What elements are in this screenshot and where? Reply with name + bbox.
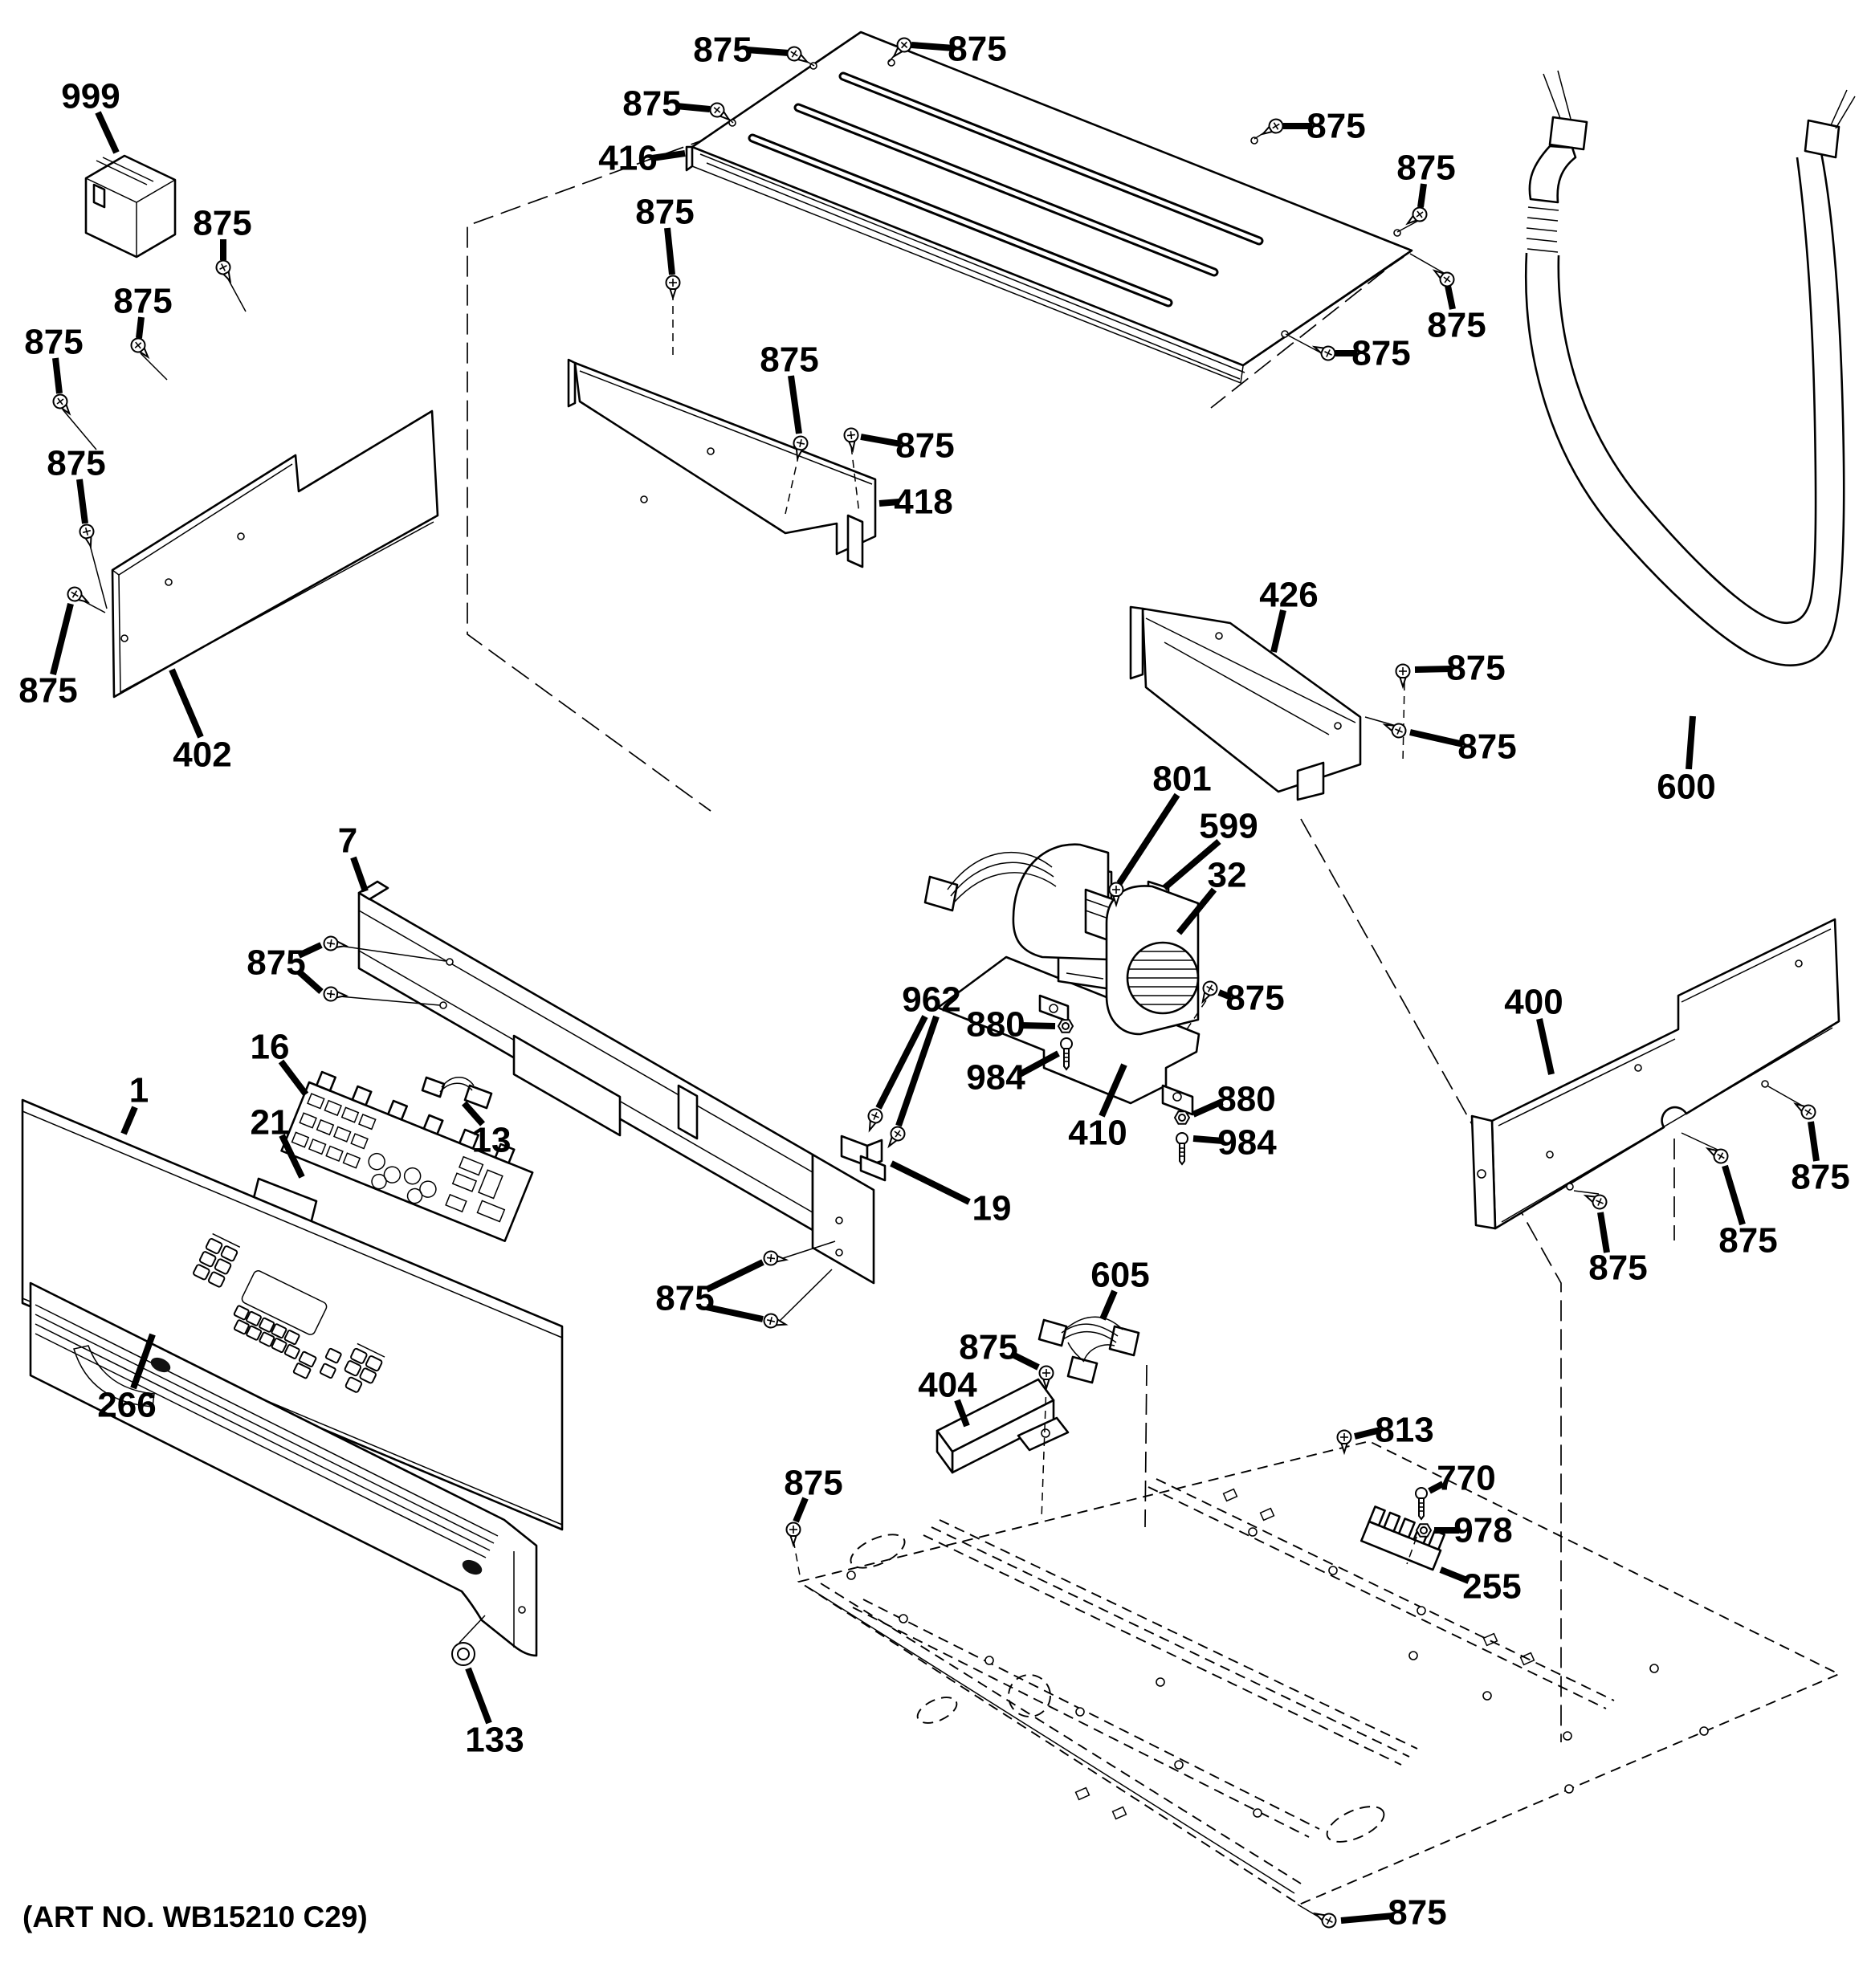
screw-icon [214,259,237,284]
callout-880-29: 880 [1217,1079,1276,1119]
drain-hose-600 [1526,71,1855,666]
leader-line [1600,1212,1607,1253]
callout-16-37: 16 [250,1027,290,1067]
callout-875-1: 875 [948,29,1007,69]
switch-19 [842,1136,885,1180]
callout-875-10: 875 [193,203,252,243]
callout-978-53: 978 [1453,1510,1513,1550]
screw-icon [764,1251,787,1267]
leader-line [124,1107,135,1134]
callout-133-42: 133 [465,1720,524,1760]
callout-875-28: 875 [1225,978,1285,1018]
callout-875-50: 875 [784,1463,843,1503]
leader-line [459,1615,485,1643]
rear-panel-402 [112,411,438,697]
leader-line [141,353,167,380]
wire-harness-605 [1039,1317,1139,1383]
screw-icon [79,523,98,548]
screw-icon [1431,265,1457,289]
leader-line [1574,1191,1599,1194]
callout-19-33: 19 [972,1188,1012,1228]
screw-icon [1311,340,1337,362]
leader-line [1768,1086,1804,1106]
leader-line [1103,1291,1115,1319]
leader-line [1410,732,1463,744]
callout-875-12: 875 [24,322,84,362]
callout-999-9: 999 [61,76,120,116]
top-panel-416 [687,29,1412,383]
screw-icon [1312,1908,1338,1930]
leader-line [747,50,789,53]
art-number: (ART NO. WB15210 C29) [22,1900,368,1933]
leader-line [1689,716,1693,769]
callout-21-38: 21 [250,1102,290,1143]
leader-line [1682,1133,1718,1150]
terminal-block-255 [1361,1506,1446,1570]
callout-875-5: 875 [1396,148,1456,188]
leader-line [778,1269,832,1322]
callout-266-41: 266 [97,1385,157,1425]
callout-599-24: 599 [1199,806,1258,846]
screw-icon [863,1107,884,1133]
callout-880-26: 880 [966,1004,1025,1045]
base-holes [847,1528,1708,1817]
callout-32-25: 32 [1207,855,1247,895]
callout-875-2: 875 [622,84,682,124]
leader-line [1274,610,1283,652]
screw-icon [1404,205,1429,229]
callout-402-15: 402 [173,735,232,775]
leader-line [1403,682,1404,763]
callout-255-54: 255 [1462,1566,1522,1607]
screw-icon [763,1313,788,1331]
screw-icon [1704,1143,1730,1165]
callout-404-47: 404 [918,1365,977,1405]
callout-600-22: 600 [1657,767,1716,807]
base-panel [799,1441,1839,1904]
callout-770-52: 770 [1437,1458,1496,1498]
callout-13-39: 13 [471,1120,512,1160]
leader-line [79,479,85,523]
callout-1-40: 1 [128,1070,149,1110]
bolt-icon [1416,1488,1427,1519]
screw-icon [1196,979,1219,1004]
callout-418-18: 418 [894,482,953,522]
leader-line [1286,334,1322,353]
callout-875-0: 875 [693,30,752,70]
callout-875-48: 875 [959,1327,1018,1367]
callout-layer [18,30,1849,1933]
leader-line [1811,1122,1816,1161]
callout-875-17: 875 [895,426,955,466]
callout-875-45: 875 [1718,1220,1778,1261]
screw-icon [883,1124,907,1150]
callout-813-51: 813 [1375,1410,1434,1450]
screw-icon [324,987,347,1003]
screw-icon [785,44,810,67]
callout-416-3: 416 [598,138,658,178]
callout-605-49: 605 [1090,1255,1150,1295]
rear-panel-400 [1472,919,1839,1228]
grommet-icon [452,1643,475,1665]
screw-icon [1396,665,1410,687]
leader-line [1410,254,1444,273]
callout-875-14: 875 [18,670,78,711]
leader-line [53,604,71,674]
box-999 [86,156,175,257]
leader-line [98,112,116,153]
callout-7-35: 7 [337,821,358,861]
callout-875-8: 875 [635,192,695,232]
callout-875-16: 875 [760,340,819,380]
callout-984-30: 984 [1217,1122,1277,1163]
callout-875-46: 875 [1588,1248,1648,1288]
callout-410-31: 410 [1068,1113,1127,1153]
leader-line [172,670,201,737]
screw-icon [1382,719,1408,739]
leader-line [793,1540,800,1575]
screw-icon [1259,116,1285,140]
callout-801-23: 801 [1152,759,1212,799]
leader-line [707,1307,763,1319]
callout-875-20: 875 [1446,648,1506,688]
screw-icon [787,1523,801,1546]
duct-bracket-418 [569,360,875,567]
callout-875-4: 875 [1306,106,1366,146]
bolt-icon [1176,1133,1188,1164]
leader-line [791,376,799,434]
screw-icon [128,336,153,361]
screw-icon [844,428,860,451]
jumper-wire-13 [422,1078,491,1108]
leader-line [667,228,672,275]
callout-962-32: 962 [902,980,961,1020]
callout-875-36: 875 [247,943,306,983]
leader-line [1341,1916,1393,1921]
callout-875-55: 875 [1388,1892,1447,1933]
nut-icon [1175,1111,1189,1124]
callout-875-21: 875 [1457,727,1517,767]
callout-875-7: 875 [1351,333,1411,373]
leader-line [891,1163,969,1202]
leader-line [1539,1019,1551,1074]
callout-875-44: 875 [1791,1157,1850,1197]
leader-line [707,1262,763,1289]
callout-875-34: 875 [655,1278,715,1318]
callout-875-13: 875 [47,443,106,483]
callout-400-43: 400 [1504,982,1563,1022]
leader-line [1119,795,1177,883]
leader-line [353,858,365,891]
leader-line [55,358,59,393]
nut-icon [1417,1524,1431,1537]
leader-line [1725,1166,1743,1224]
nut-icon [1058,1020,1073,1033]
callout-426-19: 426 [1259,575,1319,615]
callout-984-27: 984 [966,1057,1025,1098]
callout-875-11: 875 [113,281,173,321]
screw-icon [51,392,75,418]
leader-line [89,542,107,609]
callout-875-6: 875 [1427,305,1486,345]
leader-line [468,1668,489,1723]
screw-icon [323,935,347,952]
screw-icon [666,276,680,299]
